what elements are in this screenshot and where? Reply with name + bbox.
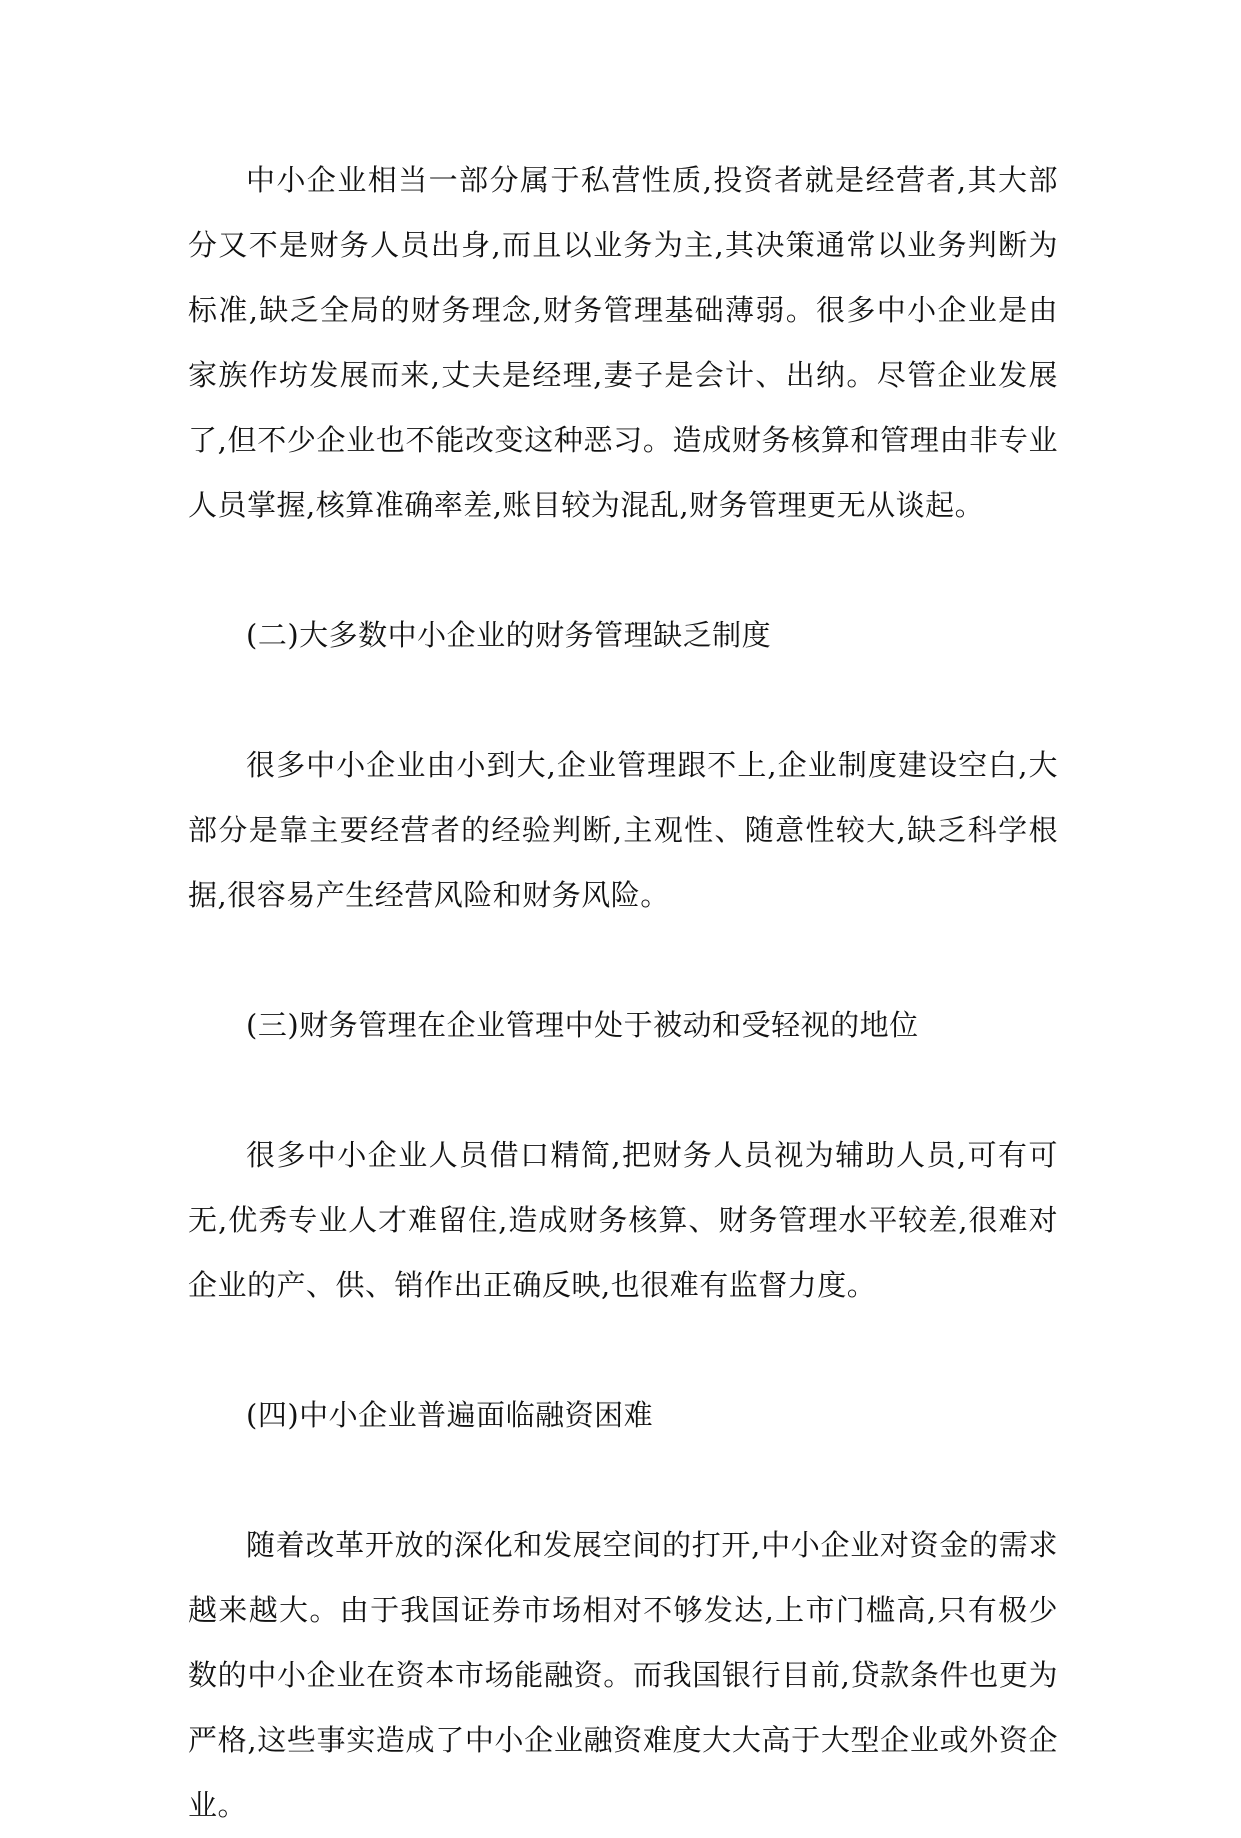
body-paragraph-4: 随着改革开放的深化和发展空间的打开,中小企业对资金的需求越来越大。由于我国证券市场相对不够发达,上市门槛高,只有极少数的中小企业在资本市场能融资。而我国银行目前,贷款条件也更为严格,这些事实造成了中小企业融资难度大大高于大型企业或外资企业。 xyxy=(188,1528,1058,1822)
paragraph-spacer xyxy=(188,1448,1058,1513)
paragraph-spacer xyxy=(188,668,1058,733)
section-heading-3: (三)财务管理在企业管理中处于被动和受轻视的地位 xyxy=(246,1008,919,1042)
section-heading-4: (四)中小企业普遍面临融资困难 xyxy=(246,1398,654,1432)
section-heading-2: (二)大多数中小企业的财务管理缺乏制度 xyxy=(246,618,772,652)
document-body xyxy=(188,148,1058,1838)
paragraph-spacer xyxy=(188,1318,1058,1383)
paragraph-spacer xyxy=(188,1058,1058,1123)
body-paragraph-2: 很多中小企业由小到大,企业管理跟不上,企业制度建设空白,大部分是靠主要经营者的经验判断,主观性、随意性较大,缺乏科学根据,很容易产生经营风险和财务风险。 xyxy=(188,748,1058,912)
paragraph-spacer xyxy=(188,928,1058,993)
body-paragraph-1: 中小企业相当一部分属于私营性质,投资者就是经营者,其大部分又不是财务人员出身,而且以业务为主,其决策通常以业务判断为标准,缺乏全局的财务理念,财务管理基础薄弱。很多中小企业是由家族作坊发展而来,丈夫是经理,妻子是会计、出纳。尽管企业发展了,但不少企业也不能改变这种恶习。造成财务核算和管理由非专业人员掌握,核算准确率差,账目较为混乱,财务管理更无从谈起。 xyxy=(188,163,1058,522)
paragraph-spacer xyxy=(188,538,1058,603)
body-paragraph-3: 很多中小企业人员借口精简,把财务人员视为辅助人员,可有可无,优秀专业人才难留住,造成财务核算、财务管理水平较差,很难对企业的产、供、销作出正确反映,也很难有监督力度。 xyxy=(188,1138,1058,1302)
